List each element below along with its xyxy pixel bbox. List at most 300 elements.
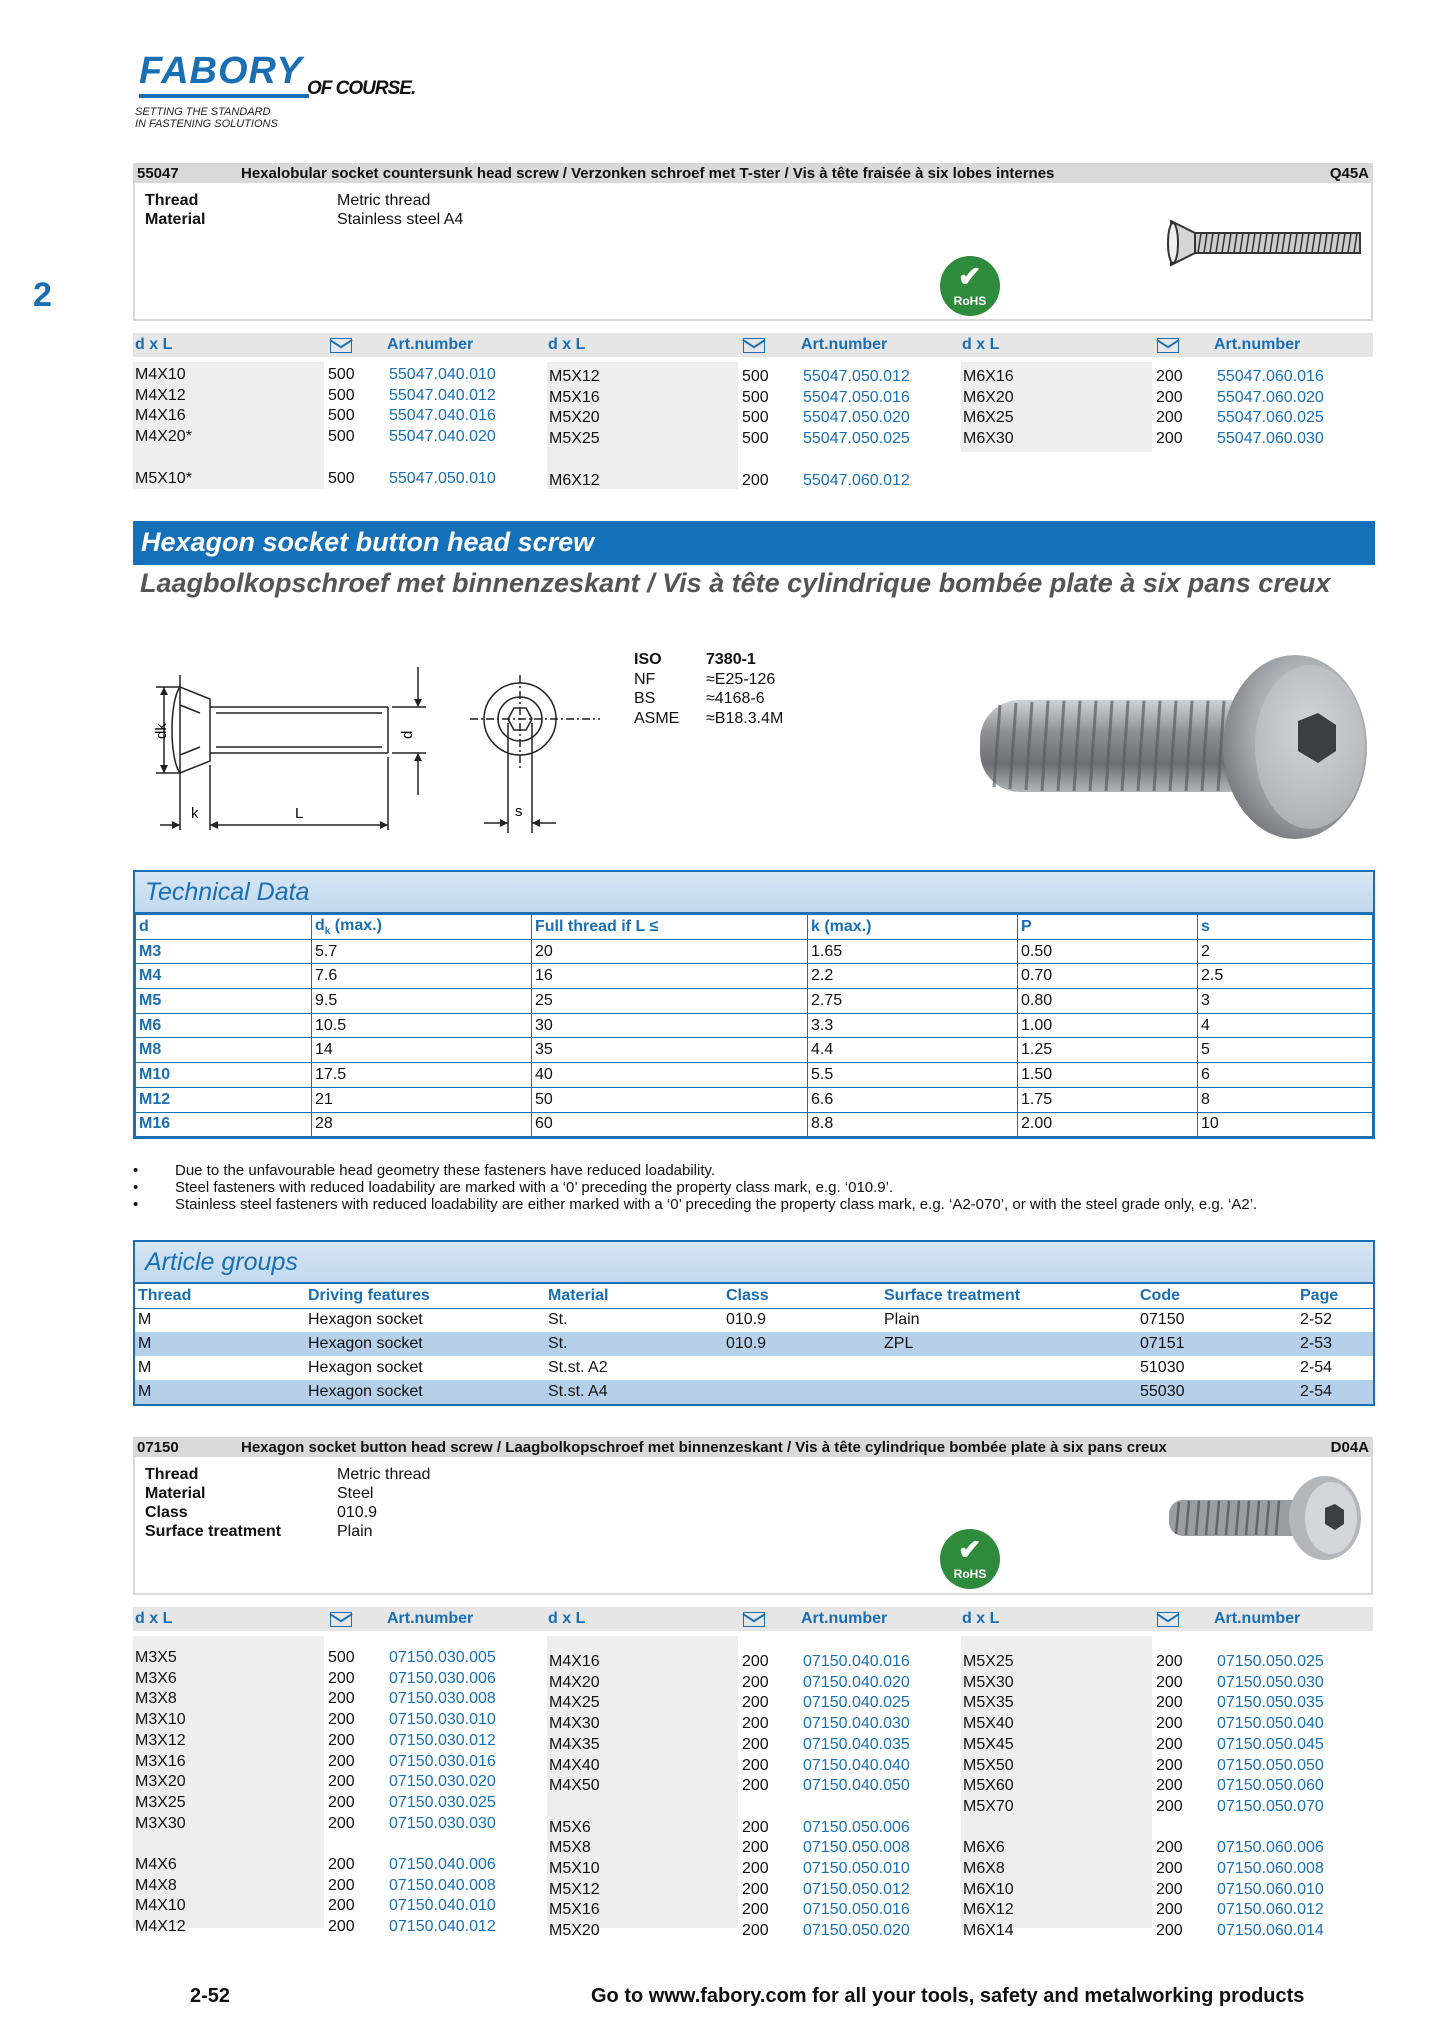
size-cell: M3X12	[135, 1731, 186, 1749]
standard-value: ≈4168-6	[706, 690, 765, 707]
size-cell: M5X10	[549, 1860, 600, 1877]
size-cell: M6X12	[549, 471, 600, 489]
column-header: Surface treatment	[881, 1284, 1137, 1308]
col-dxl: d x L	[962, 336, 1000, 353]
article-number-link: 07150.060.014	[1217, 1922, 1324, 1940]
quantity-cell: 200	[742, 1839, 769, 1857]
article-number-link: 07150.050.006	[803, 1818, 910, 1836]
size-cell: M4X35	[549, 1735, 600, 1753]
size-cell: M4X40	[549, 1756, 600, 1774]
quantity-cell: 200	[328, 1897, 355, 1915]
quantity-cell: 200	[1156, 1880, 1183, 1898]
envelope-icon	[1157, 1612, 1179, 1627]
quantity-cell: 200	[328, 1669, 355, 1687]
article-number-link: 07150.040.008	[389, 1876, 496, 1894]
column-header: Thread	[135, 1284, 305, 1308]
group-cell: 07151	[1137, 1332, 1297, 1356]
article-number-link: 07150.050.008	[803, 1839, 910, 1857]
value-cell: 3	[1198, 989, 1373, 1014]
group-cell	[881, 1380, 1137, 1404]
column-header: Driving features	[305, 1284, 545, 1308]
article-number-link: 55047.060.016	[1217, 368, 1324, 385]
table-row	[136, 1038, 1373, 1063]
value-cell: 1.75	[1018, 1087, 1198, 1112]
column-header: Class	[723, 1284, 881, 1308]
technical-data-panel	[133, 870, 1375, 1139]
brand-tagline	[135, 106, 278, 130]
bullet-icon: •	[133, 1196, 139, 1213]
value-cell: 0.50	[1018, 939, 1198, 964]
group-cell: 51030	[1140, 1359, 1185, 1376]
article-number-link: 55047.040.016	[389, 407, 496, 425]
thread-size-cell: M5	[136, 989, 312, 1014]
button-head-screw-photo	[970, 655, 1375, 850]
standard-name: ASME	[634, 709, 680, 727]
value-cell: 60	[532, 1112, 808, 1137]
size-cell: M5X20	[549, 409, 600, 427]
article-number-link: 07150.030.016	[389, 1752, 496, 1770]
prop-value: Steel	[337, 1485, 374, 1502]
quantity-cell: 200	[328, 1876, 355, 1894]
quantity-cell: 200	[1156, 1922, 1183, 1940]
quantity-cell: 200	[1156, 1797, 1183, 1815]
quantity-cell: 500	[742, 368, 769, 385]
article-number-link: 07150.040.025	[803, 1694, 910, 1712]
prop-value: 010.9	[337, 1504, 378, 1521]
article-number-link: 55047.050.010	[389, 469, 496, 487]
rohs-label: RoHS	[953, 294, 987, 308]
size-cell: M6X25	[963, 409, 1014, 427]
size-cell: M5X45	[963, 1735, 1014, 1753]
section-subtitle: Laagbolkopschroef met binnenzeskant / Vis à tête cylindrique bombée plate à six pans creux	[140, 568, 1331, 598]
size-cell: M6X16	[963, 368, 1014, 385]
table-row	[136, 1013, 1373, 1038]
quantity-cell: 500	[328, 1649, 355, 1666]
quantity-cell: 500	[742, 409, 769, 427]
value-cell: 1.50	[1018, 1063, 1198, 1088]
note-item	[133, 1196, 1373, 1213]
value-cell: 14	[312, 1038, 532, 1063]
col-dxl: d x L	[548, 336, 586, 353]
quantity-cell: 200	[328, 1856, 355, 1873]
product-description: Hexalobular socket countersunk head screw / Verzonken schroef met T-ster / Vis à tête fraisée à six lobes internes	[241, 164, 1055, 182]
product-header-07150	[133, 1437, 1373, 1457]
size-cell: M5X60	[963, 1777, 1014, 1795]
value-cell: 21	[312, 1087, 532, 1112]
group-cell: 010.9	[726, 1311, 767, 1329]
value-cell: 4.4	[808, 1038, 1018, 1063]
size-cell: M4X10	[135, 366, 186, 383]
size-cell: M5X16	[549, 388, 600, 406]
article-number-link: 55047.050.012	[803, 368, 910, 385]
quality-code: D04A	[1330, 1438, 1369, 1456]
quantity-cell: 200	[742, 1880, 769, 1898]
envelope-icon	[743, 338, 765, 353]
technical-data-title: Technical Data	[135, 872, 1373, 914]
thread-size-cell: M10	[136, 1063, 312, 1088]
value-cell: 2.75	[808, 989, 1018, 1014]
size-cell: M5X40	[963, 1715, 1014, 1733]
note-text: Due to the unfavourable head geometry these fasteners have reduced loadability.	[175, 1162, 716, 1179]
value-cell: 7.6	[312, 964, 532, 989]
column-header: Code	[1137, 1284, 1297, 1308]
standard-value: ≈E25-126	[706, 670, 776, 688]
value-cell: 8.8	[808, 1112, 1018, 1137]
size-cell: M4X8	[135, 1876, 177, 1894]
quantity-cell: 200	[1156, 368, 1183, 385]
prop-label: Thread	[145, 192, 199, 209]
col-dxl: d x L	[135, 336, 173, 353]
group-cell: Hexagon socket	[308, 1359, 423, 1376]
table-row	[135, 1356, 1373, 1380]
size-cell: M3X20	[135, 1773, 186, 1791]
quantity-cell: 500	[328, 407, 355, 425]
size-cell: M4X16	[549, 1653, 600, 1670]
s-label: s	[515, 803, 523, 820]
note-text: Stainless steel fasteners with reduced loadability are either marked with a ‘0’ preceding the property class mark, e.g. ‘A2-070’, or with the steel grade only, e.g. ‘A2’.	[175, 1196, 1258, 1213]
quantity-cell: 200	[1156, 388, 1183, 406]
value-cell: 2.00	[1018, 1112, 1198, 1137]
bullet-icon: •	[133, 1179, 139, 1196]
value-cell: 50	[532, 1087, 808, 1112]
article-number-link: 07150.050.010	[803, 1860, 910, 1877]
column-header: $d_k$ (max.)	[312, 915, 532, 940]
col-art: Art.number	[387, 1610, 474, 1627]
article-number-link: 07150.050.060	[1217, 1777, 1324, 1795]
group-cell: ZPL	[881, 1332, 1137, 1356]
size-cell: M5X20	[549, 1922, 600, 1940]
value-cell: 40	[532, 1063, 808, 1088]
table-row	[136, 939, 1373, 964]
thread-size-cell: M4	[136, 964, 312, 989]
value-cell: 5.5	[808, 1063, 1018, 1088]
group-cell: 010.9	[723, 1332, 881, 1356]
prop-label: Material	[145, 1485, 206, 1502]
article-number-link: 55047.040.010	[389, 366, 496, 383]
quantity-cell: 200	[742, 1694, 769, 1712]
thread-size-cell: M12	[136, 1087, 312, 1112]
page-number: 2-52	[190, 1985, 231, 2007]
size-cell: M3X16	[135, 1752, 186, 1770]
value-cell: 6	[1198, 1063, 1373, 1088]
value-cell: 5.7	[312, 939, 532, 964]
table-row	[136, 1087, 1373, 1112]
article-number-link: 07150.030.020	[389, 1773, 496, 1791]
value-cell: 2	[1198, 939, 1373, 964]
prop-value: Metric thread	[337, 192, 431, 209]
table-row	[135, 1308, 1373, 1332]
article-number-link: 07150.040.020	[803, 1673, 910, 1691]
article-number-link: 07150.040.016	[803, 1653, 910, 1670]
article-number-link: 07150.030.008	[389, 1690, 496, 1708]
check-icon: ✔	[958, 1534, 982, 1565]
article-list-header	[133, 333, 1373, 357]
col-art: Art.number	[1214, 336, 1301, 353]
brand-slogan: OF COURSE.	[307, 78, 416, 99]
value-cell: 0.80	[1018, 989, 1198, 1014]
logo-underline	[139, 94, 309, 98]
fabory-logo	[135, 50, 425, 135]
value-cell: 20	[532, 939, 808, 964]
quantity-cell: 200	[742, 1901, 769, 1919]
article-number-link: 55047.040.012	[389, 386, 496, 404]
article-number-link: 07150.060.006	[1217, 1839, 1324, 1857]
value-cell: 9.5	[312, 989, 532, 1014]
size-cell: M5X6	[549, 1818, 591, 1836]
quantity-cell: 200	[328, 1690, 355, 1708]
size-cell: M3X6	[135, 1669, 177, 1687]
countersunk-screw-image	[1165, 213, 1365, 273]
value-cell: 3.3	[808, 1013, 1018, 1038]
group-cell: 2-53	[1297, 1332, 1373, 1356]
article-number-link: 07150.030.030	[389, 1814, 496, 1832]
group-cell: 2-54	[1297, 1380, 1373, 1404]
value-cell: 25	[532, 989, 808, 1014]
quantity-cell: 200	[328, 1814, 355, 1832]
standard-value: 7380-1	[706, 651, 756, 668]
size-cell: M6X30	[963, 430, 1014, 448]
group-cell: Hexagon socket	[305, 1380, 545, 1404]
prop-label: Thread	[145, 1466, 199, 1483]
value-cell: 1.65	[808, 939, 1018, 964]
article-number-link: 55047.060.012	[803, 471, 910, 489]
size-cell: M5X16	[549, 1901, 600, 1919]
technical-data-table	[135, 914, 1373, 1137]
article-number-link: 07150.030.025	[389, 1793, 496, 1811]
article-groups-title: Article groups	[135, 1242, 1373, 1284]
quantity-cell: 200	[742, 1756, 769, 1774]
group-cell: 55030	[1137, 1380, 1297, 1404]
value-cell: 10.5	[312, 1013, 532, 1038]
size-cell: M5X10*	[135, 469, 192, 487]
rohs-badge	[940, 256, 1000, 316]
button-head-screw-image	[1165, 1472, 1365, 1562]
quantity-cell: 200	[742, 1818, 769, 1836]
article-number-link: 07150.060.012	[1217, 1901, 1324, 1919]
envelope-icon	[330, 338, 352, 353]
size-cell: M4X20	[549, 1673, 600, 1691]
column-header: Page	[1297, 1284, 1373, 1308]
value-cell: 30	[532, 1013, 808, 1038]
column-header: Full thread if L ≤	[532, 915, 808, 940]
value-cell: 2.5	[1198, 964, 1373, 989]
note-text: Steel fasteners with reduced loadability are marked with a ‘0’ preceding the property class mark, e.g. ‘010.9’.	[175, 1179, 894, 1196]
size-cell: M5X70	[963, 1797, 1014, 1815]
standard-name: BS	[634, 690, 656, 707]
quality-code: Q45A	[1329, 164, 1369, 182]
size-cell: M4X25	[549, 1694, 600, 1712]
article-number-link: 07150.050.012	[803, 1880, 910, 1898]
quantity-cell: 200	[1156, 409, 1183, 427]
size-cell: M3X30	[135, 1814, 186, 1832]
value-cell: 10	[1198, 1112, 1373, 1137]
size-cell: M6X20	[963, 388, 1014, 406]
prop-label: Class	[145, 1504, 188, 1521]
value-cell: 17.5	[312, 1063, 532, 1088]
group-cell: M	[135, 1332, 305, 1356]
article-number-link: 55047.060.020	[1217, 388, 1324, 406]
d-label: d	[399, 730, 416, 739]
size-cell: M4X12	[135, 1918, 186, 1936]
quantity-cell: 200	[1156, 1715, 1183, 1733]
article-number-link: 55047.050.025	[803, 430, 910, 448]
group-cell: St.st. A2	[548, 1359, 608, 1376]
quantity-cell: 200	[1156, 1653, 1183, 1670]
size-cell: M4X30	[549, 1715, 600, 1733]
col-art: Art.number	[801, 336, 888, 353]
value-cell: 28	[312, 1112, 532, 1137]
thread-size-cell: M6	[136, 1013, 312, 1038]
size-cell: M6X8	[963, 1860, 1005, 1877]
article-number-link: 07150.060.010	[1217, 1880, 1324, 1898]
value-cell: 6.6	[808, 1087, 1018, 1112]
article-number-link: 07150.040.012	[389, 1918, 496, 1936]
k-label: k	[191, 805, 199, 822]
quantity-cell: 200	[1156, 430, 1183, 448]
article-number-link: 07150.050.016	[803, 1901, 910, 1919]
size-cell: M4X12	[135, 386, 186, 404]
prop-label: Material	[145, 211, 206, 228]
size-cell: M3X25	[135, 1793, 186, 1811]
thread-size-cell: M3	[136, 939, 312, 964]
prop-label: Surface treatment	[145, 1523, 282, 1540]
article-number-link: 07150.030.012	[389, 1731, 496, 1749]
note-item	[133, 1162, 1373, 1179]
size-cell: M5X50	[963, 1756, 1014, 1774]
size-cell: M5X25	[963, 1653, 1014, 1670]
value-cell: 1.00	[1018, 1013, 1198, 1038]
prop-value: Plain	[337, 1523, 373, 1540]
group-cell: M	[135, 1380, 305, 1404]
value-cell: 2.2	[808, 964, 1018, 989]
group-cell: M	[138, 1359, 152, 1376]
size-cell: M6X12	[963, 1901, 1014, 1919]
size-cell: M6X10	[963, 1880, 1014, 1898]
article-number-link: 07150.040.050	[803, 1777, 910, 1795]
quantity-cell: 200	[1156, 1901, 1183, 1919]
table-row	[136, 964, 1373, 989]
article-groups-table	[135, 1284, 1373, 1404]
side-view-drawing	[150, 655, 460, 837]
quantity-cell: 200	[742, 1715, 769, 1733]
value-cell: 5	[1198, 1038, 1373, 1063]
group-cell: St.	[548, 1311, 568, 1329]
thread-size-cell: M8	[136, 1038, 312, 1063]
quantity-cell: 200	[1156, 1694, 1183, 1712]
col-art: Art.number	[1214, 1610, 1301, 1627]
note-item	[133, 1179, 1373, 1196]
table-row	[136, 1112, 1373, 1137]
article-number-link: 07150.050.030	[1217, 1673, 1324, 1691]
article-number-link: 55047.060.025	[1217, 409, 1324, 427]
envelope-icon	[1157, 338, 1179, 353]
column-header: s	[1198, 915, 1373, 940]
tagline-line-2: IN FASTENING SOLUTIONS	[135, 118, 278, 130]
article-number-link: 07150.030.010	[389, 1711, 496, 1729]
value-cell: 35	[532, 1038, 808, 1063]
value-cell: 4	[1198, 1013, 1373, 1038]
footer-text: Go to www.fabory.com for all your tools, safety and metalworking products	[591, 1985, 1305, 2007]
col-dxl: d x L	[962, 1610, 1000, 1627]
L-label: L	[295, 805, 304, 822]
column-header: P	[1018, 915, 1198, 940]
size-cell: M6X14	[963, 1922, 1014, 1940]
size-cell: M5X8	[549, 1839, 591, 1857]
article-number-link: 07150.030.005	[389, 1649, 496, 1666]
quantity-cell: 200	[742, 1735, 769, 1753]
table-row	[135, 1332, 1373, 1356]
quantity-cell: 200	[1156, 1860, 1183, 1877]
quantity-cell: 200	[742, 1777, 769, 1795]
tagline-line-1: SETTING THE STANDARD	[135, 106, 271, 118]
rohs-label: RoHS	[953, 1567, 987, 1581]
quantity-cell: 200	[328, 1918, 355, 1936]
article-number-link: 07150.050.070	[1217, 1797, 1324, 1815]
table-row	[135, 1380, 1373, 1404]
size-cell: M5X30	[963, 1673, 1014, 1691]
size-cell: M4X16	[135, 407, 186, 425]
article-number-link: 55047.060.030	[1217, 430, 1324, 448]
size-cell: M5X35	[963, 1694, 1014, 1712]
quantity-cell: 200	[742, 1860, 769, 1877]
group-cell: St.st. A4	[545, 1380, 723, 1404]
article-list-header	[133, 1607, 1373, 1631]
size-cell: M5X25	[549, 430, 600, 448]
product-properties-box	[133, 1457, 1373, 1595]
product-header-55047	[133, 163, 1373, 183]
quantity-cell: 200	[742, 1922, 769, 1940]
quantity-cell: 200	[1156, 1777, 1183, 1795]
dk-label: dk	[153, 723, 170, 739]
quantity-cell: 200	[742, 1653, 769, 1670]
group-cell	[723, 1356, 881, 1380]
article-number-link: 55047.050.016	[803, 388, 910, 406]
article-number-link: 07150.050.035	[1217, 1694, 1324, 1712]
quantity-cell: 200	[1156, 1735, 1183, 1753]
col-art: Art.number	[801, 1610, 888, 1627]
table-row	[136, 1063, 1373, 1088]
prop-value: Metric thread	[337, 1466, 431, 1483]
envelope-icon	[743, 1612, 765, 1627]
size-cell: M5X12	[549, 368, 600, 385]
quantity-cell: 200	[1156, 1839, 1183, 1857]
product-description: Hexagon socket button head screw / Laagbolkopschroef met binnenzeskant / Vis à tête cylindrique bombée plate à six pans creux	[241, 1438, 1167, 1456]
group-cell: 2-52	[1300, 1311, 1333, 1329]
value-cell: 16	[532, 964, 808, 989]
standard-name: NF	[634, 670, 656, 688]
quantity-cell: 200	[328, 1793, 355, 1811]
group-cell: St.	[545, 1332, 723, 1356]
article-number-link: 07150.050.050	[1217, 1756, 1324, 1774]
notes-list	[133, 1162, 1373, 1213]
value-cell: 1.25	[1018, 1038, 1198, 1063]
thread-size-cell: M16	[136, 1112, 312, 1137]
quantity-cell: 200	[328, 1711, 355, 1729]
size-cell: M3X5	[135, 1649, 177, 1666]
group-cell: 2-54	[1300, 1359, 1333, 1376]
article-number-link: 07150.030.006	[389, 1669, 496, 1687]
size-cell: M3X8	[135, 1690, 177, 1708]
size-cell: M4X10	[135, 1897, 186, 1915]
article-number-link: 07150.050.025	[1217, 1653, 1324, 1670]
group-cell: 07150	[1140, 1311, 1185, 1329]
article-number-link: 07150.040.030	[803, 1715, 910, 1733]
size-cell: M3X10	[135, 1711, 186, 1729]
value-cell: 0.70	[1018, 964, 1198, 989]
quantity-cell: 200	[742, 471, 769, 489]
quantity-cell: 500	[328, 366, 355, 383]
product-properties-box	[133, 183, 1373, 321]
